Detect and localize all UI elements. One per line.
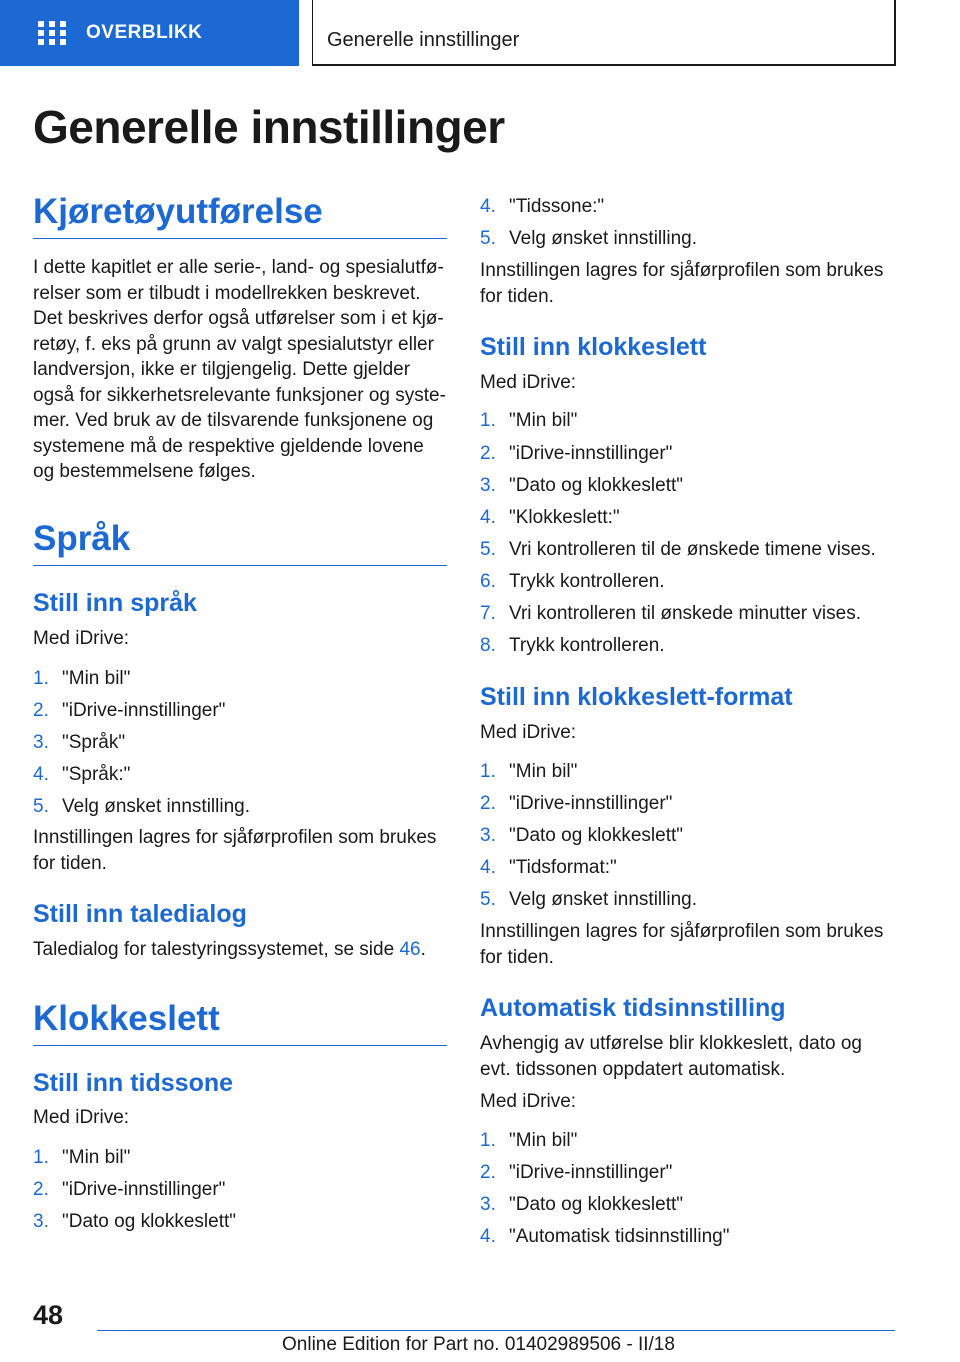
clock-intro: Med iDrive:: [480, 372, 577, 393]
lang-intro: Med iDrive:: [33, 628, 130, 649]
page-link[interactable]: 46: [399, 939, 421, 960]
list-item: 2. "iDrive-innstillinger": [480, 1162, 673, 1183]
format-intro: Med iDrive:: [480, 722, 577, 743]
list-item: 2. "iDrive-innstillinger": [480, 443, 673, 464]
heading-set-timezone: Still inn tidssone: [33, 1069, 234, 1097]
list-item: 8. Trykk kontrolleren.: [480, 635, 665, 656]
list-item: 7. Vri kontrolleren til ønskede minutter vises.: [480, 603, 861, 624]
list-item: 2. "iDrive-innstillinger": [33, 1179, 226, 1200]
list-item: 3. "Språk": [33, 732, 126, 753]
overview-tab[interactable]: [0, 0, 299, 66]
page-title: Generelle innstillinger: [33, 101, 505, 153]
edition-text: Online Edition for Part no. 01402989506 - II/18: [282, 1334, 675, 1355]
section-heading-clock: Klokkeslett: [33, 999, 447, 1046]
auto-intro: Med iDrive:: [480, 1091, 577, 1112]
list-item: 4. "Automatisk tidsinnstilling": [480, 1226, 730, 1247]
list-item: 5. Vri kontrolleren til de ønskede timene vises.: [480, 539, 876, 560]
breadcrumb-text: Generelle innstillinger: [327, 29, 520, 51]
vehicle-version-text: I dette kapitlet er alle serie-, land- og spesialutfø‐ relser som er tilbudt i modellrekken beskrevet. Det beskrives derfor også utførelser som i et kjø‐ retøy, f. eks på grunn av valgt spesialutstyr eller landversjon, ikke er tilgjengelig. Dette gjelder også for sikkerhetsrelevante funksjoner og syste‐ mer. Ved bruk av de tilsvarende funksjonene og systemene må de respektive gjeldende lovene og bestemmelsene følges.: [33, 257, 446, 482]
auto-text: Avhengig av utførelse blir klokkeslett, dato og evt. tidssonen oppdatert automatisk.: [480, 1033, 862, 1080]
breadcrumb: [312, 0, 896, 66]
voice-dialog-text: Taledialog for talestyringssystemet, se side 46.: [33, 939, 426, 960]
page-number: 48: [33, 1300, 64, 1330]
page-header: [0, 0, 960, 66]
footer-divider: [97, 1330, 895, 1331]
format-note: Innstillingen lagres for sjåførprofilen som brukes for tiden.: [480, 921, 884, 968]
lang-note: Innstillingen lagres for sjåførprofilen som brukes for tiden.: [33, 827, 437, 874]
list-item: 3. "Dato og klokkeslett": [33, 1211, 237, 1232]
heading-set-clock: Still inn klokkeslett: [480, 333, 707, 361]
heading-set-language: Still inn språk: [33, 589, 197, 617]
list-item: 2. "iDrive-innstillinger": [480, 793, 673, 814]
list-item: 1. "Min bil": [33, 668, 131, 689]
list-item: 3. "Dato og klokkeslett": [480, 1194, 684, 1215]
overview-label: OVERBLIKK: [86, 22, 203, 43]
heading-voice-dialog: Still inn taledialog: [33, 900, 247, 928]
tz-note: Innstillingen lagres for sjåførprofilen som brukes for tiden.: [480, 260, 884, 307]
list-item: 1. "Min bil": [33, 1147, 131, 1168]
list-item: 1. "Min bil": [480, 410, 578, 431]
heading-clock-format: Still inn klokkeslett-format: [480, 683, 793, 711]
list-item: 5. Velg ønsket innstilling.: [33, 796, 250, 817]
list-item: 3. "Dato og klokkeslett": [480, 825, 684, 846]
list-item: 4. "Tidsformat:": [480, 857, 617, 878]
list-item: 3. "Dato og klokkeslett": [480, 475, 684, 496]
list-item: 5. Velg ønsket innstilling.: [480, 889, 697, 910]
list-item: 1. "Min bil": [480, 1130, 578, 1151]
tz-intro: Med iDrive:: [33, 1107, 130, 1128]
list-item: 4. "Språk:": [33, 764, 131, 785]
section-heading-vehicle-version: Kjøretøyutførelse: [33, 192, 447, 239]
list-item: 4. "Tidssone:": [480, 196, 605, 217]
list-item: 5. Velg ønsket innstilling.: [480, 228, 697, 249]
list-item: 2. "iDrive-innstillinger": [33, 700, 226, 721]
grid-icon: [38, 21, 66, 45]
list-item: 6. Trykk kontrolleren.: [480, 571, 665, 592]
list-item: 1. "Min bil": [480, 761, 578, 782]
list-item: 4. "Klokkeslett:": [480, 507, 620, 528]
heading-auto-time: Automatisk tidsinnstilling: [480, 994, 786, 1022]
section-heading-language: Språk: [33, 519, 447, 566]
